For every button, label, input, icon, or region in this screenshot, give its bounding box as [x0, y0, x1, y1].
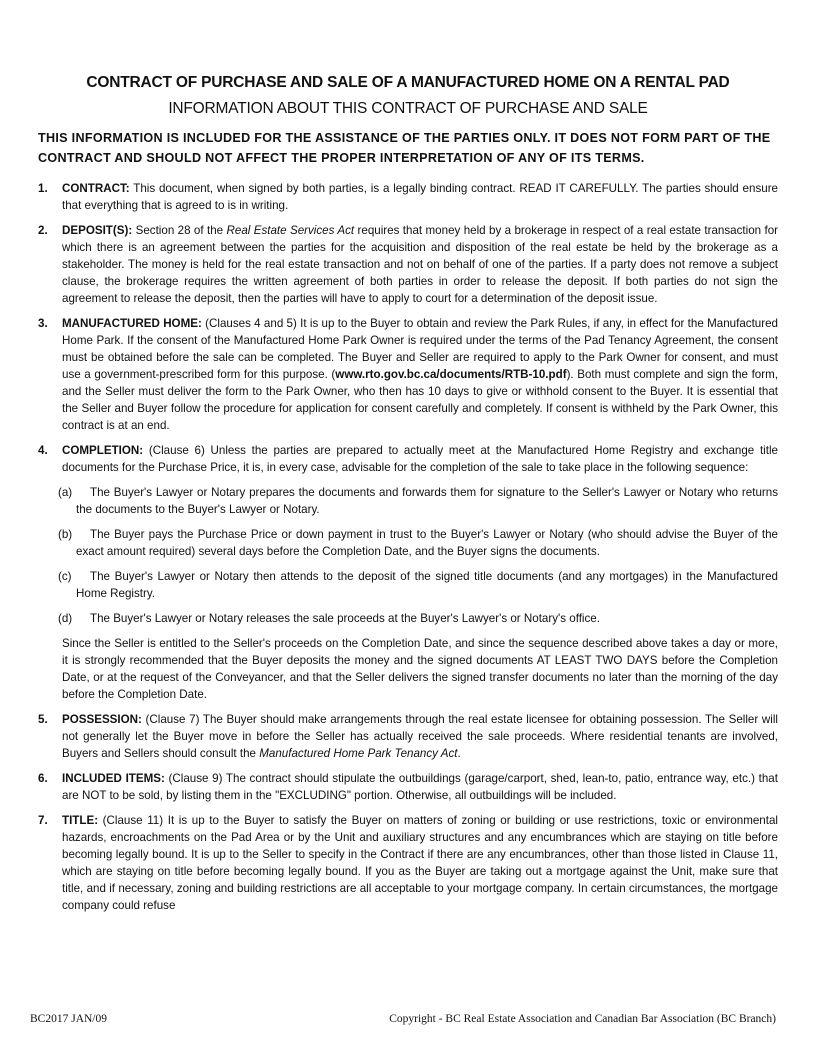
- completion-step: [58, 610, 778, 627]
- rtb-form-link[interactable]: www.rto.gov.bc.ca/documents/RTB-10.pdf: [335, 368, 567, 381]
- step-letter: (d): [58, 612, 73, 625]
- clause-heading: MANUFACTURED HOME:: [62, 317, 202, 330]
- clause-text: (Clause 7) The Buyer should make arrangements through the real estate licensee for obtaining possession. The Seller will not generally let the Buyer move in before the Seller has actually received the sale proceeds. Where residential tenants are involved, Buyers and Sellers should consult the: [62, 713, 778, 760]
- act-name: Real Estate Services Act: [226, 224, 355, 237]
- step-text: The Buyer's Lawyer or Notary releases the sale proceeds at the Buyer's Lawyer's or Notary's office.: [90, 612, 600, 625]
- copyright-notice: Copyright - BC Real Estate Association and Canadian Bar Association (BC Branch): [389, 1013, 776, 1025]
- step-text: The Buyer pays the Purchase Price or down payment in trust to the Buyer's Lawyer or Notary (who should advise the Buyer of the exact amount required) several days before the Completion Date, and the Buyer signs the documents.: [76, 528, 778, 558]
- form-version: BC2017 JAN/09: [30, 1013, 107, 1025]
- clause-number: 6.: [38, 772, 48, 785]
- step-letter: (a): [58, 486, 73, 499]
- step-text: The Buyer's Lawyer or Notary then attends to the deposit of the signed title documents (and any mortgages) in the Manufactured Home Registry.: [76, 570, 778, 600]
- page-title: CONTRACT OF PURCHASE AND SALE OF A MANUFACTURED HOME ON A RENTAL PAD: [86, 74, 730, 91]
- clause-text: Section 28 of the: [135, 224, 224, 237]
- clause-contract: [38, 180, 778, 214]
- step-letter: (c): [58, 570, 72, 583]
- clause-heading: DEPOSIT(S):: [62, 224, 133, 237]
- clause-text-continued: requires that money held by a brokerage in respect of a real estate transaction for which there is an agreement between the parties for the acquisition and disposition of the real estate be held by the brokerage as a stakeholder. The money is held for the real estate transaction and not on behalf of one of the parties. If a party does not remove a subject clause, the brokerage requires the written agreement of both parties in order to release the deposit. If both parties do not sign the agreement to release the deposit, then the parties will have to apply to court for a determination of the deposit issue.: [62, 224, 778, 305]
- clause-text-continued: ). Both must complete and sign the form, and the Seller must deliver the form to the Park Owner, who then has 10 days to give or withhold consent to the Buyer. It is essential that the Seller and Buyer follow the procedure for application for consent carefully and completely. If consent is withheld by the Park Owner, this contract is at an end.: [62, 368, 778, 432]
- step-letter: (b): [58, 528, 73, 541]
- clause-deposit: [38, 222, 778, 307]
- page-subtitle: INFORMATION ABOUT THIS CONTRACT OF PURCHASE AND SALE: [168, 100, 648, 117]
- clause-text: This document, when signed by both parties, is a legally binding contract. READ IT CAREFULLY. The parties should ensure that everything that is agreed to is in writing.: [62, 182, 778, 212]
- clause-included-items: [38, 770, 778, 804]
- clause-number: 3.: [38, 317, 48, 330]
- clause-text: (Clauses 4 and 5) It is up to the Buyer to obtain and review the Park Rules, if any, in effect for the Manufactured Home Park. If the consent of the Manufactured Home Park Owner is required under the terms of the Pad Tenancy Agreement, the consent must be obtained before the sale can be completed. The Buyer and Seller are required to apply to the Park Owner for consent, and must use a government-prescribed form for this purpose. (: [62, 317, 778, 381]
- clause-number: 4.: [38, 444, 48, 457]
- clause-text: (Clause 6) Unless the parties are prepared to actually meet at the Manufactured Home Registry and exchange title documents for the Purchase Price, it is, in every case, advisable for the completion of the sale to take place in the following sequence:: [62, 444, 778, 474]
- clause-heading: INCLUDED ITEMS:: [62, 772, 165, 785]
- clause-heading: POSSESSION:: [62, 713, 142, 726]
- clauses-list: [38, 180, 778, 922]
- clause-number: 2.: [38, 224, 48, 237]
- clause-heading: CONTRACT:: [62, 182, 130, 195]
- completion-step: [58, 526, 778, 560]
- completion-closing-text: Since the Seller is entitled to the Seller's proceeds on the Completion Date, and since the sequence described above takes a day or more, it is strongly recommended that the Buyer deposits the money and the signed documents AT LEAST TWO DAYS before the Completion Date, or at the request of the Conveyancer, and that the Seller delivers the signed transfer documents no later than the morning of the day before the Completion Date.: [62, 637, 778, 701]
- clause-heading: COMPLETION:: [62, 444, 144, 457]
- disclaimer-notice: THIS INFORMATION IS INCLUDED FOR THE ASSISTANCE OF THE PARTIES ONLY. IT DOES NOT FORM PART OF THE CONTRACT AND SHOULD NOT AFFECT THE PROPER INTERPRETATION OF ANY OF ITS TERMS.: [38, 131, 771, 165]
- clause-heading: TITLE:: [62, 814, 99, 827]
- clause-text-continued: .: [457, 747, 461, 760]
- completion-step: [58, 568, 778, 602]
- clause-possession: [38, 711, 778, 762]
- completion-step: [58, 484, 778, 518]
- clause-text: (Clause 11) It is up to the Buyer to satisfy the Buyer on matters of zoning or building or use restrictions, toxic or environmental hazards, encroachments on the Pad Area or by the Unit and auxiliary structures and any encumbrances which are staying on title before becoming legally bound. It is up to the Seller to specify in the Contract if there are any encumbrances, other than those listed in Clause 11, which are staying on title before becoming legally bound. If you as the Buyer are taking out a mortgage against the Unit, make sure that title, and if necessary, zoning and building restrictions are all acceptable to your mortgage company. In certain circumstances, the mortgage company could refuse: [62, 814, 778, 912]
- clause-number: 7.: [38, 814, 48, 827]
- clause-number: 5.: [38, 713, 48, 726]
- clause-number: 1.: [38, 182, 48, 195]
- clause-text: (Clause 9) The contract should stipulate the outbuildings (garage/carport, shed, lean-to, patio, entrance way, etc.) that are NOT to be sold, by listing them in the "EXCLUDING" portion. Otherwise, all outbuildings will be included.: [62, 772, 778, 802]
- clause-manufactured-home: [38, 315, 778, 434]
- step-text: The Buyer's Lawyer or Notary prepares the documents and forwards them for signature to the Seller's Lawyer or Notary who returns the documents to the Buyer's Lawyer or Notary.: [76, 486, 778, 516]
- act-name: Manufactured Home Park Tenancy Act: [259, 747, 458, 760]
- clause-completion: [38, 442, 778, 703]
- clause-title: [38, 812, 778, 914]
